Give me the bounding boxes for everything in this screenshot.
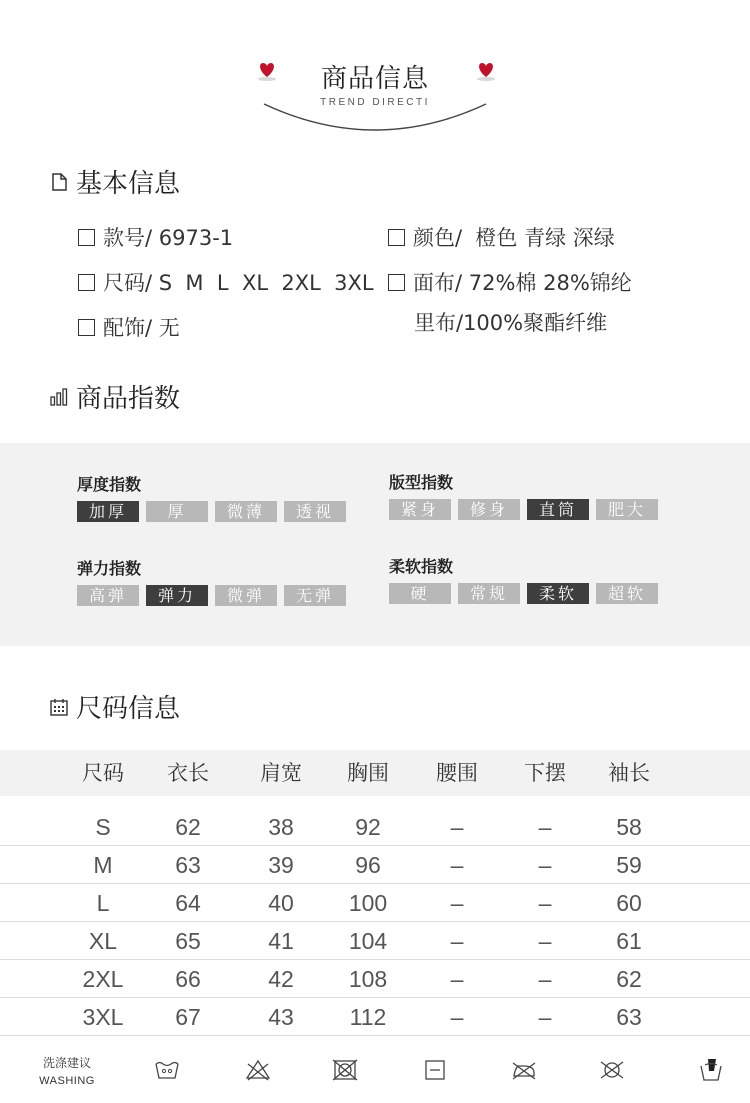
table-cell: 43 (268, 1004, 294, 1030)
table-header-cell: 胸围 (347, 761, 389, 785)
index-option: 修身 (458, 499, 520, 520)
table-cell: 60 (616, 890, 642, 916)
table-cell: – (450, 890, 464, 916)
section-title: 商品指数 (76, 384, 181, 414)
index-option: 透视 (284, 501, 346, 522)
table-cell: – (538, 1004, 552, 1030)
table-cell: XL (88, 928, 118, 954)
table-cell: 64 (175, 890, 201, 916)
table-cell: 61 (616, 928, 642, 954)
document-icon (48, 171, 70, 193)
table-cell: 38 (268, 814, 294, 840)
table-row (0, 846, 750, 884)
index-title: 厚度指数 (77, 475, 142, 494)
fit-index (389, 470, 665, 520)
info-fabric (388, 267, 632, 297)
table-cell: L (96, 890, 110, 916)
index-option: 弹力 (146, 585, 208, 606)
page-subtitle: TREND DIRECTI (320, 97, 430, 108)
table-cell: 40 (268, 890, 294, 916)
table-header-cell: 下摆 (524, 761, 566, 785)
table-cell: 65 (175, 928, 201, 954)
index-option: 无弹 (284, 585, 346, 606)
table-cell: 92 (355, 814, 381, 840)
index-option: 厚 (146, 501, 208, 522)
washing-label-cn: 洗涤建议 (42, 1056, 91, 1070)
checkbox-icon (388, 229, 405, 246)
table-cell: 41 (268, 928, 294, 954)
index-title: 柔软指数 (389, 557, 454, 576)
table-cell: 100 (348, 890, 388, 916)
table-row (0, 808, 750, 846)
table-cell: – (450, 928, 464, 954)
table-row (0, 998, 750, 1036)
table-cell: 3XL (82, 1004, 124, 1030)
index-option: 微弹 (215, 585, 277, 606)
info-accessories (78, 312, 180, 342)
info-colors (388, 222, 615, 252)
table-header-cell: 腰围 (436, 761, 478, 785)
size-table-header (0, 750, 750, 796)
info-text: 尺码/ S M L XL 2XL 3XL (103, 271, 374, 295)
info-text: 颜色/ 橙色 青绿 深绿 (413, 226, 615, 250)
table-cell: – (538, 928, 552, 954)
page-title: 商品信息 (320, 64, 429, 94)
table-cell: 58 (616, 814, 642, 840)
table-cell: – (450, 1004, 464, 1030)
elasticity-index (77, 556, 353, 606)
table-cell: 59 (616, 852, 642, 878)
table-cell: 63 (175, 852, 201, 878)
info-text: 面布/ 72%棉 28%锦纶 (413, 271, 632, 295)
checkbox-icon (78, 319, 95, 336)
table-cell: 42 (268, 966, 294, 992)
thickness-index (77, 472, 353, 522)
table-header-cell: 衣长 (167, 761, 209, 785)
index-title: 版型指数 (389, 473, 454, 492)
flat-dry-icon (421, 1056, 449, 1084)
washing-label-en: WASHING (39, 1075, 95, 1087)
no-wring-icon (697, 1056, 725, 1084)
info-text: 里布/100%聚酯纤维 (414, 311, 608, 335)
washing-label (28, 1054, 106, 1087)
table-cell: 63 (616, 1004, 642, 1030)
table-cell: 2XL (82, 966, 124, 992)
table-cell: 112 (349, 1004, 387, 1030)
section-title: 基本信息 (76, 169, 181, 199)
table-cell: 67 (175, 1004, 201, 1030)
table-cell: – (538, 890, 552, 916)
section-title: 尺码信息 (76, 694, 181, 724)
index-option: 常规 (458, 583, 520, 604)
page-header (0, 0, 750, 140)
table-cell: 96 (355, 852, 381, 878)
softness-index (389, 554, 665, 604)
table-row (0, 922, 750, 960)
index-option: 直筒 (527, 499, 589, 520)
table-row (0, 960, 750, 998)
table-header-cell: 袖长 (608, 761, 650, 785)
table-cell: 62 (616, 966, 642, 992)
header-arc-divider (262, 96, 488, 132)
table-cell: – (538, 852, 552, 878)
table-row (0, 884, 750, 922)
table-cell: 62 (175, 814, 201, 840)
product-index-heading (48, 378, 180, 415)
size-info-heading (48, 688, 180, 725)
checkbox-icon (78, 274, 95, 291)
index-option: 紧身 (389, 499, 451, 520)
info-text: 配饰/ 无 (103, 316, 180, 340)
table-cell: – (538, 966, 552, 992)
calendar-icon (48, 696, 70, 718)
no-dry-clean-icon (598, 1056, 626, 1084)
table-header-cell: 肩宽 (260, 761, 302, 785)
table-cell: – (538, 814, 552, 840)
basic-info-heading (48, 163, 180, 200)
index-option: 加厚 (77, 501, 139, 522)
checkbox-icon (388, 274, 405, 291)
table-cell: 39 (268, 852, 294, 878)
index-option: 柔软 (527, 583, 589, 604)
info-lining (414, 307, 607, 337)
index-panel (0, 443, 750, 646)
info-text: 款号/ 6973-1 (103, 226, 234, 250)
bar-chart-icon (48, 386, 70, 408)
index-option: 高弹 (77, 585, 139, 606)
table-cell: 108 (348, 966, 388, 992)
index-option: 微薄 (215, 501, 277, 522)
no-bleach-icon (244, 1056, 272, 1084)
table-header-cell: 尺码 (82, 761, 124, 785)
table-cell: – (450, 852, 464, 878)
info-sizes (78, 267, 374, 297)
checkbox-icon (78, 229, 95, 246)
table-cell: M (93, 852, 113, 878)
no-iron-icon (510, 1056, 538, 1084)
index-title: 弹力指数 (77, 559, 142, 578)
table-cell: S (95, 814, 111, 840)
table-cell: – (450, 966, 464, 992)
index-option: 超软 (596, 583, 658, 604)
table-cell: 104 (348, 928, 388, 954)
index-option: 硬 (389, 583, 451, 604)
table-cell: 66 (175, 966, 201, 992)
info-style-number (78, 222, 233, 252)
table-cell: – (450, 814, 464, 840)
hand-wash-icon (153, 1056, 181, 1084)
index-option: 肥大 (596, 499, 658, 520)
no-tumble-dry-icon (331, 1056, 359, 1084)
